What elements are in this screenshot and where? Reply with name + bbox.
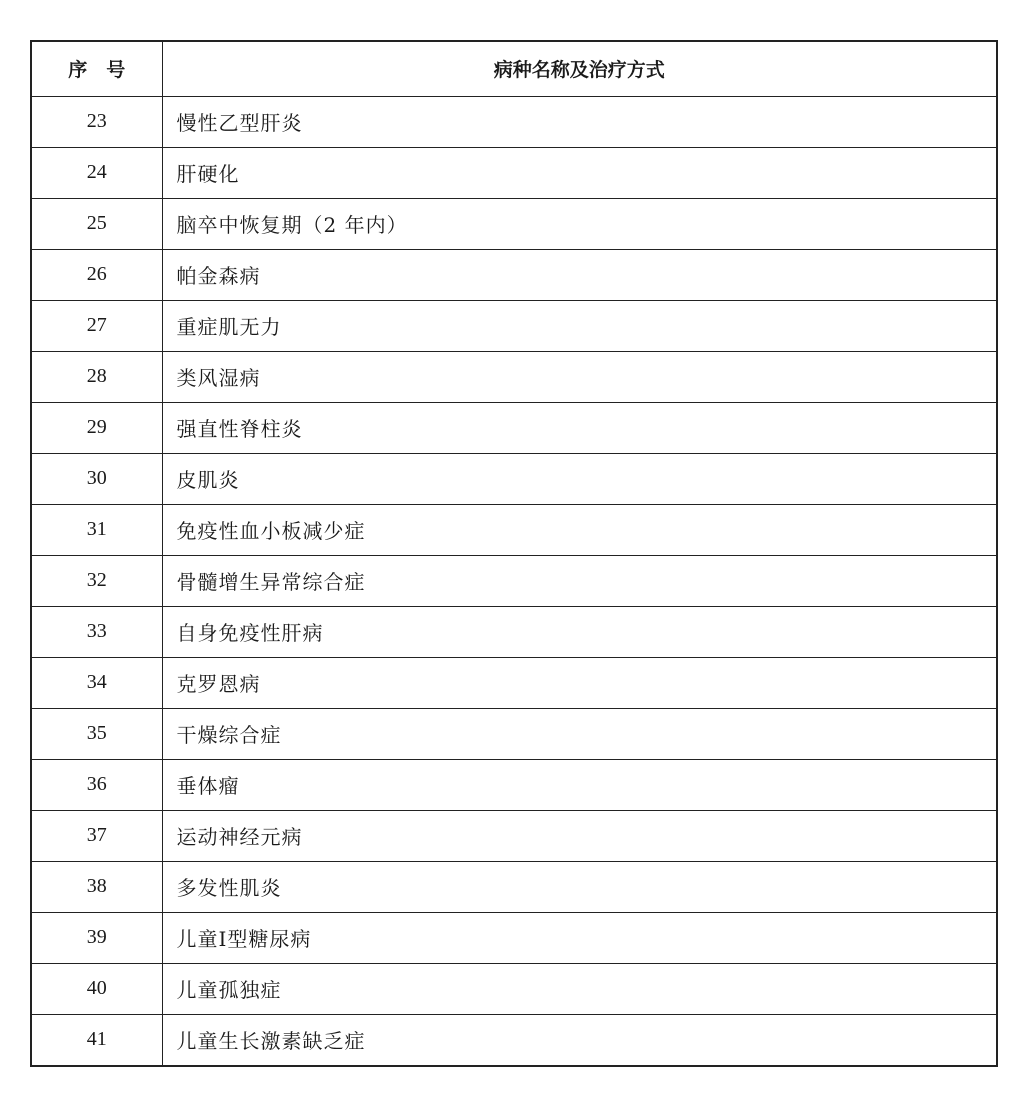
table-row xyxy=(32,351,996,402)
table-row xyxy=(32,249,996,300)
header-number: 序 号 xyxy=(32,42,162,96)
row-number: 35 xyxy=(32,708,162,759)
header-disease-name: 病种名称及治疗方式 xyxy=(162,42,996,96)
row-disease-name: 慢性乙型肝炎 xyxy=(162,96,996,147)
row-disease-name: 干燥综合症 xyxy=(162,708,996,759)
row-disease-name: 多发性肌炎 xyxy=(162,861,996,912)
table-row xyxy=(32,198,996,249)
table-row xyxy=(32,96,996,147)
row-number: 38 xyxy=(32,861,162,912)
table-row xyxy=(32,504,996,555)
row-number: 27 xyxy=(32,300,162,351)
row-disease-name: 类风湿病 xyxy=(162,351,996,402)
table-row xyxy=(32,810,996,861)
table-header-row xyxy=(32,42,996,96)
table-row xyxy=(32,606,996,657)
row-disease-name: 克罗恩病 xyxy=(162,657,996,708)
row-disease-name: 自身免疫性肝病 xyxy=(162,606,996,657)
table-row xyxy=(32,708,996,759)
table-row xyxy=(32,300,996,351)
table-row xyxy=(32,912,996,963)
row-number: 39 xyxy=(32,912,162,963)
table-row xyxy=(32,1014,996,1065)
row-disease-name: 帕金森病 xyxy=(162,249,996,300)
table-row xyxy=(32,147,996,198)
row-disease-name: 强直性脊柱炎 xyxy=(162,402,996,453)
row-number: 29 xyxy=(32,402,162,453)
table-row xyxy=(32,453,996,504)
row-number: 25 xyxy=(32,198,162,249)
row-disease-name: 儿童生长激素缺乏症 xyxy=(162,1014,996,1065)
table-row xyxy=(32,861,996,912)
row-disease-name: 脑卒中恢复期（2 年内） xyxy=(162,198,996,249)
table-row xyxy=(32,657,996,708)
row-disease-name: 运动神经元病 xyxy=(162,810,996,861)
row-number: 40 xyxy=(32,963,162,1014)
row-number: 28 xyxy=(32,351,162,402)
table-row xyxy=(32,963,996,1014)
table-row xyxy=(32,402,996,453)
row-number: 32 xyxy=(32,555,162,606)
table-row xyxy=(32,759,996,810)
row-disease-name: 垂体瘤 xyxy=(162,759,996,810)
row-number: 33 xyxy=(32,606,162,657)
row-number: 30 xyxy=(32,453,162,504)
row-number: 31 xyxy=(32,504,162,555)
disease-table xyxy=(30,40,998,1067)
row-number: 41 xyxy=(32,1014,162,1065)
table-row xyxy=(32,555,996,606)
row-disease-name: 皮肌炎 xyxy=(162,453,996,504)
disease-table-grid xyxy=(32,42,996,1065)
row-number: 23 xyxy=(32,96,162,147)
row-number: 37 xyxy=(32,810,162,861)
row-disease-name: 儿童孤独症 xyxy=(162,963,996,1014)
row-number: 34 xyxy=(32,657,162,708)
row-disease-name: 重症肌无力 xyxy=(162,300,996,351)
row-disease-name: 肝硬化 xyxy=(162,147,996,198)
row-number: 26 xyxy=(32,249,162,300)
row-number: 36 xyxy=(32,759,162,810)
row-disease-name: 骨髓增生异常综合症 xyxy=(162,555,996,606)
row-disease-name: 儿童Ⅰ型糖尿病 xyxy=(162,912,996,963)
row-disease-name: 免疫性血小板减少症 xyxy=(162,504,996,555)
row-number: 24 xyxy=(32,147,162,198)
